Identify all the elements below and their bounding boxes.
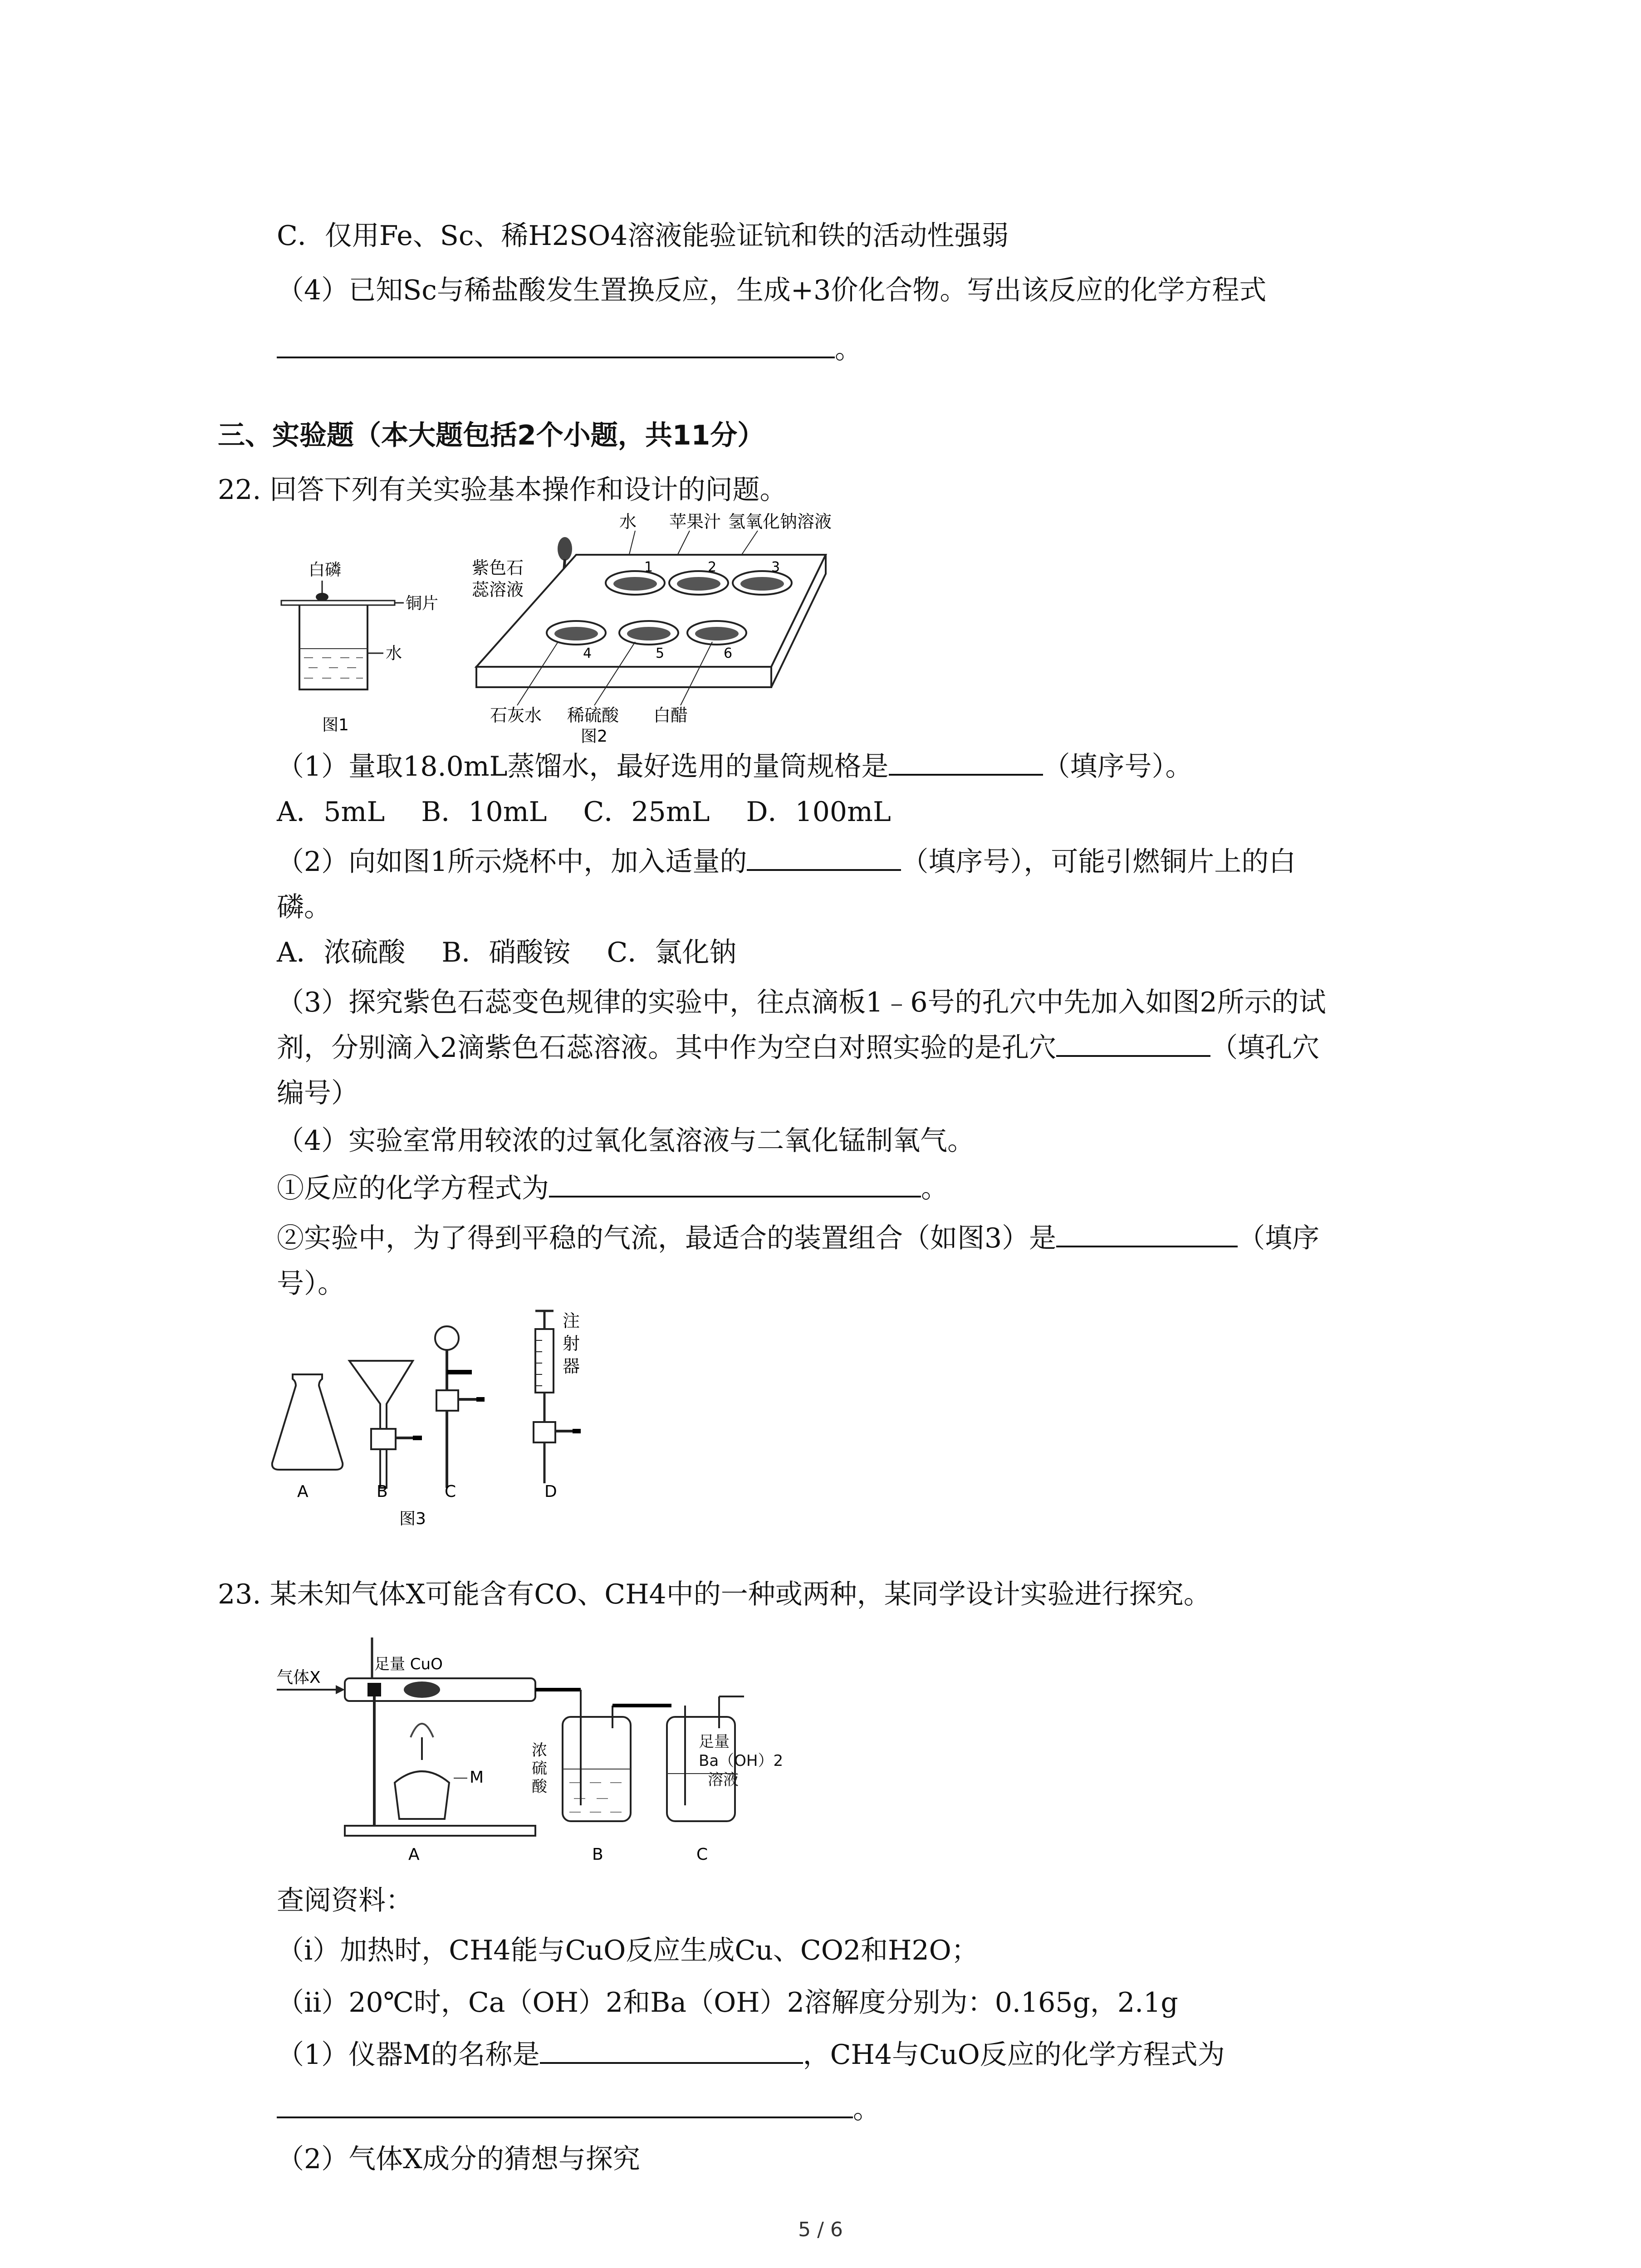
q22-part2: （2）向如图1所示烧杯中，加入适量的 （填序号），可能引燃铜片上的白 — [277, 844, 1296, 880]
answer-blank-q23-1[interactable] — [540, 2037, 803, 2064]
q22-part2-options: A．浓硫酸 B．硝酸铵 C．氯化钠 — [277, 937, 737, 968]
q23-stem: 23. 某未知气体X可能含有CO、CH4中的一种或两种，某同学设计实验进行探究。 — [218, 1579, 1211, 1610]
q23-ref-i: （ⅰ）加热时，CH4能与CuO反应生成Cu、CO2和H2O； — [277, 1935, 979, 1966]
fig2-label-naoh: 氢氧化钠溶液 — [728, 512, 832, 532]
q23-fig-label-c: C — [696, 1845, 708, 1864]
q23-fig-baoh: Ba（OH）2 — [699, 1752, 784, 1770]
q23-fig-m: M — [470, 1768, 484, 1787]
fig3-label-b: B — [377, 1482, 388, 1501]
fig2-label-litmus-1: 紫色石 — [472, 558, 524, 578]
fig2-label-acid: 稀硫酸 — [567, 705, 619, 725]
figure-q23-apparatus — [272, 1633, 771, 1864]
fig3-syringe-char-2: 射 — [563, 1334, 580, 1354]
fig3-label-a: A — [297, 1482, 309, 1501]
fig2-well-2: 2 — [708, 559, 717, 575]
q23-fig-label-a: A — [408, 1845, 420, 1864]
q22-part4-b-cont: 号）。 — [277, 1268, 345, 1300]
figure-3-apparatus — [268, 1306, 631, 1533]
answer-blank-q22-3[interactable] — [1056, 1030, 1210, 1057]
section-heading: 三、实验题（本大题包括2个小题，共11分） — [218, 420, 765, 451]
fig2-label-litmus-2: 蕊溶液 — [472, 580, 524, 600]
fig3-label-d: D — [544, 1482, 557, 1501]
fig3-caption: 图3 — [399, 1510, 426, 1528]
fig3-syringe-char-3: 器 — [563, 1356, 580, 1376]
q22-part1-options: A．5mL B．10mL C．25mL D．100mL — [277, 796, 891, 828]
fig2-label-water: 水 — [619, 512, 637, 532]
page-number: 5 / 6 — [798, 2218, 843, 2241]
figure-1-beaker — [272, 544, 439, 744]
fig2-label-vinegar: 白醋 — [653, 705, 688, 725]
q23-fig-solution: 溶液 — [708, 1771, 739, 1789]
answer-blank-q22-4b[interactable] — [1056, 1220, 1238, 1247]
fig1-label-water: 水 — [386, 644, 402, 663]
fig2-label-lime: 石灰水 — [490, 705, 542, 725]
answer-blank-q23-1b[interactable] — [277, 2091, 853, 2118]
figure-2-spot-plate — [463, 506, 844, 746]
q23-fig-label-b: B — [592, 1845, 603, 1864]
fig2-well-3: 3 — [771, 559, 780, 575]
fig2-well-6: 6 — [724, 645, 733, 661]
fig2-well-4: 4 — [583, 645, 592, 661]
q22-part3-line3: 编号） — [277, 1077, 358, 1109]
q23-part2: （2）气体X成分的猜想与探究 — [277, 2143, 640, 2175]
q22-part4-b: ②实验中，为了得到平稳的气流，最适合的装置组合（如图3）是 （填序 — [277, 1220, 1319, 1256]
q21-part4: （4）已知Sc与稀盐酸发生置换反应，生成+3价化合物。写出该反应的化学方程式 — [277, 274, 1267, 306]
q23-ref-ii: （ⅱ）20℃时，Ca（OH）2和Ba（OH）2溶解度分别为：0.165g，2.1g — [277, 1987, 1178, 2019]
q22-part4: （4）实验室常用较浓的过氧化氢溶液与二氧化锰制氧气。 — [277, 1125, 975, 1157]
q23-fig-conc-3: 酸 — [532, 1778, 547, 1796]
q23-fig-excess: 足量 — [699, 1733, 730, 1751]
answer-blank-q22-1[interactable] — [889, 748, 1043, 776]
fig2-label-apple: 苹果汁 — [669, 512, 721, 532]
q23-fig-conc-1: 浓 — [532, 1741, 547, 1760]
q23-fig-cuo: 足量 CuO — [374, 1655, 443, 1673]
fig3-syringe-char-1: 注 — [563, 1311, 580, 1331]
q23-fig-gas-x: 气体X — [277, 1668, 321, 1687]
q22-part3-line2: 剂，分别滴入2滴紫色石蕊溶液。其中作为空白对照实验的是孔穴 （填孔穴 — [277, 1030, 1319, 1066]
fig3-label-c: C — [445, 1482, 456, 1501]
q22-part2-cont: 磷。 — [277, 891, 331, 923]
fig1-caption: 图1 — [322, 716, 349, 734]
answer-blank-q22-2[interactable] — [747, 844, 901, 871]
q23-part1-answer: 。 — [277, 2091, 880, 2127]
answer-blank[interactable] — [277, 331, 835, 358]
q22-part3-line1: （3）探究紫色石蕊变色规律的实验中，往点滴板1﹣6号的孔穴中先加入如图2所示的试 — [277, 987, 1326, 1018]
q21-part4-answer: 。 — [277, 331, 862, 367]
fig2-well-1: 1 — [644, 559, 653, 575]
q22-stem: 22. 回答下列有关实验基本操作和设计的问题。 — [218, 474, 787, 506]
fig2-well-5: 5 — [656, 645, 665, 661]
q21-option-c: C．仅用Fe、Sc、稀H2SO4溶液能验证钪和铁的活动性强弱 — [277, 220, 1009, 252]
q23-part1: （1）仪器M的名称是 ，CH4与CuO反应的化学方程式为 — [277, 2037, 1225, 2073]
q22-part4-a: ①反应的化学方程式为 。 — [277, 1170, 948, 1207]
q23-fig-conc-2: 硫 — [532, 1760, 547, 1778]
q22-part1: （1）量取18.0mL蒸馏水，最好选用的量筒规格是 （填序号）。 — [277, 748, 1193, 785]
fig2-caption: 图2 — [581, 727, 607, 746]
answer-blank-q22-4a[interactable] — [549, 1170, 921, 1198]
fig1-label-phosphorus: 白磷 — [309, 561, 342, 579]
q23-ref-title: 查阅资料： — [277, 1885, 413, 1916]
fig1-label-copper: 铜片 — [406, 594, 439, 613]
